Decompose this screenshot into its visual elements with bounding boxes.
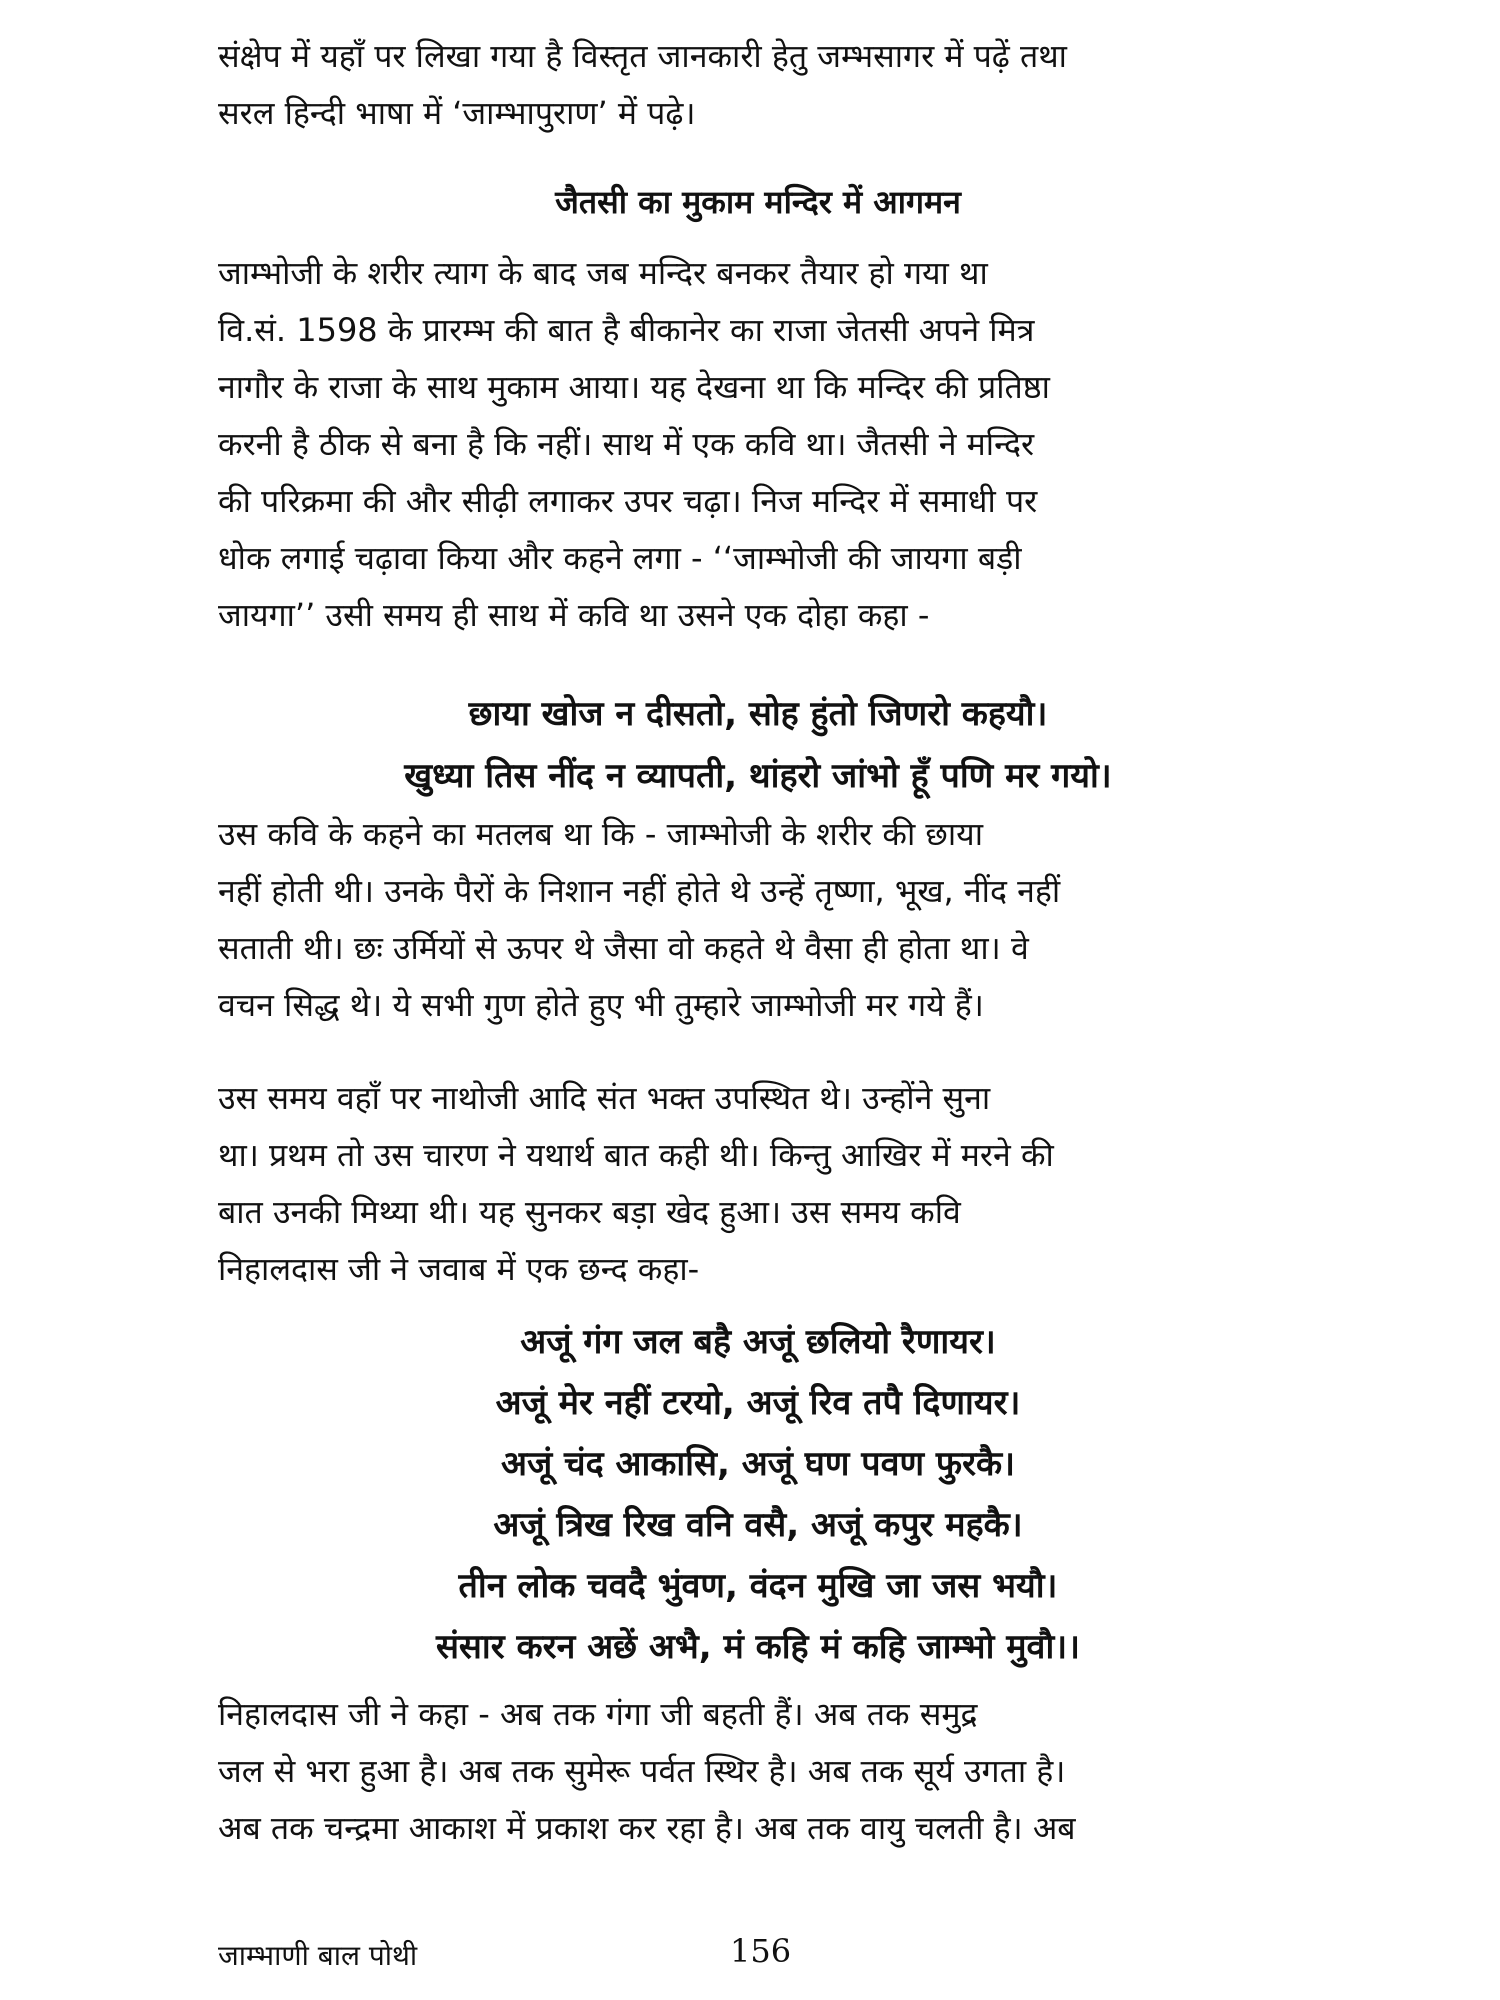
verse-line: अजूं चंद आकासि, अजूं घण पवण फुरकै।: [500, 1444, 1016, 1484]
text-line: करनी है ठीक से बना है कि नहीं। साथ में एक कवि था। जैतसी ने मन्दिर: [218, 425, 1035, 463]
text-line: निहालदास जी ने जवाब में एक छन्द कहा-: [218, 1250, 700, 1288]
text-line: जल से भरा हुआ है। अब तक सुमेरू पर्वत स्थिर है। अब तक सूर्य उगता है।: [218, 1752, 1066, 1790]
paragraph-3: [218, 1070, 1298, 1298]
text-line: अब तक चन्द्रमा आकाश में प्रकाश कर रहा है। अब तक वायु चलती है। अब: [218, 1809, 1076, 1847]
text-line: धोक लगाई चढ़ावा किया और कहने लगा - ‘‘जाम्भोजी की जायगा बड़ी: [218, 539, 1022, 577]
text-line: था। प्रथम तो उस चारण ने यथार्थ बात कही थी। किन्तु आखिर में मरने की: [218, 1136, 1054, 1174]
text-line: बात उनकी मिथ्या थी। यह सुनकर बड़ा खेद हुआ। उस समय कवि: [218, 1193, 961, 1231]
verse-line: तीन लोक चवदै भुंवण, वंदन मुखि जा जस भयौ।: [458, 1566, 1058, 1606]
text-line: वि.सं. 1598 के प्रारम्भ की बात है बीकानेर का राजा जेतसी अपने मित्र: [218, 311, 1035, 349]
text-line: वचन सिद्ध थे। ये सभी गुण होते हुए भी तुम्हारे जाम्भोजी मर गये हैं।: [218, 986, 984, 1024]
page-number: 156: [730, 1932, 792, 1970]
paragraph-1: [218, 245, 1298, 644]
text-line: उस कवि के कहने का मतलब था कि - जाम्भोजी के शरीर की छाया: [218, 815, 983, 853]
paragraph-2: [218, 806, 1298, 1034]
verse-line: अजूं त्रिख रिख वनि वसै, अजूं कपुर महकै।: [493, 1505, 1023, 1545]
verse-line: छाया खोज न दीसतो, सोह हुंतो जिणरो कहयौ।: [468, 694, 1048, 734]
chhand-verse: [218, 1312, 1298, 1678]
verse-line: खुध्या तिस नींद न व्यापती, थांहरो जांभो हूँ पणि मर गयो।: [404, 756, 1112, 796]
text-line: सरल हिन्दी भाषा में ‘जाम्भापुराण’ में पढ़े।: [218, 94, 696, 132]
text-line: संक्षेप में यहाँ पर लिखा गया है विस्तृत जानकारी हेतु जम्भसागर में पढ़ें तथा: [218, 37, 1067, 75]
text-line: सताती थी। छः उर्मियों से ऊपर थे जैसा वो कहते थे वैसा ही होता था। वे: [218, 929, 1029, 967]
text-line: जायगा’’ उसी समय ही साथ में कवि था उसने एक दोहा कहा -: [218, 596, 930, 634]
verse-line: अजूं गंग जल बहै अजूं छलियो रैणायर।: [520, 1322, 996, 1362]
doha-verse: [218, 683, 1298, 807]
paragraph-4: [218, 1686, 1298, 1857]
text-line: की परिक्रमा की और सीढ़ी लगाकर उपर चढ़ा। निज मन्दिर में समाधी पर: [218, 482, 1038, 520]
intro-paragraph: [218, 28, 1298, 142]
section-heading: जैतसी का मुकाम मन्दिर में आगमन: [555, 183, 961, 221]
text-line: नहीं होती थी। उनके पैरों के निशान नहीं होते थे उन्हें तृष्णा, भूख, नींद नहीं: [218, 872, 1061, 910]
text-line: निहालदास जी ने कहा - अब तक गंगा जी बहती हैं। अब तक समुद्र: [218, 1695, 978, 1733]
footer-book-title: जाम्भाणी बाल पोथी: [218, 1939, 418, 1972]
text-line: जाम्भोजी के शरीर त्याग के बाद जब मन्दिर बनकर तैयार हो गया था: [218, 254, 988, 292]
verse-line: अजूं मेर नहीं टरयो, अजूं रिव तपै दिणायर।: [495, 1383, 1021, 1423]
text-line: उस समय वहाँ पर नाथोजी आदि संत भक्त उपस्थित थे। उन्होंने सुना: [218, 1079, 991, 1117]
text-line: नागौर के राजा के साथ मुकाम आया। यह देखना था कि मन्दिर की प्रतिष्ठा: [218, 368, 1050, 406]
verse-line: संसार करन अछें अभै, मं कहि मं कहि जाम्भो मुवौ।।: [435, 1627, 1081, 1667]
